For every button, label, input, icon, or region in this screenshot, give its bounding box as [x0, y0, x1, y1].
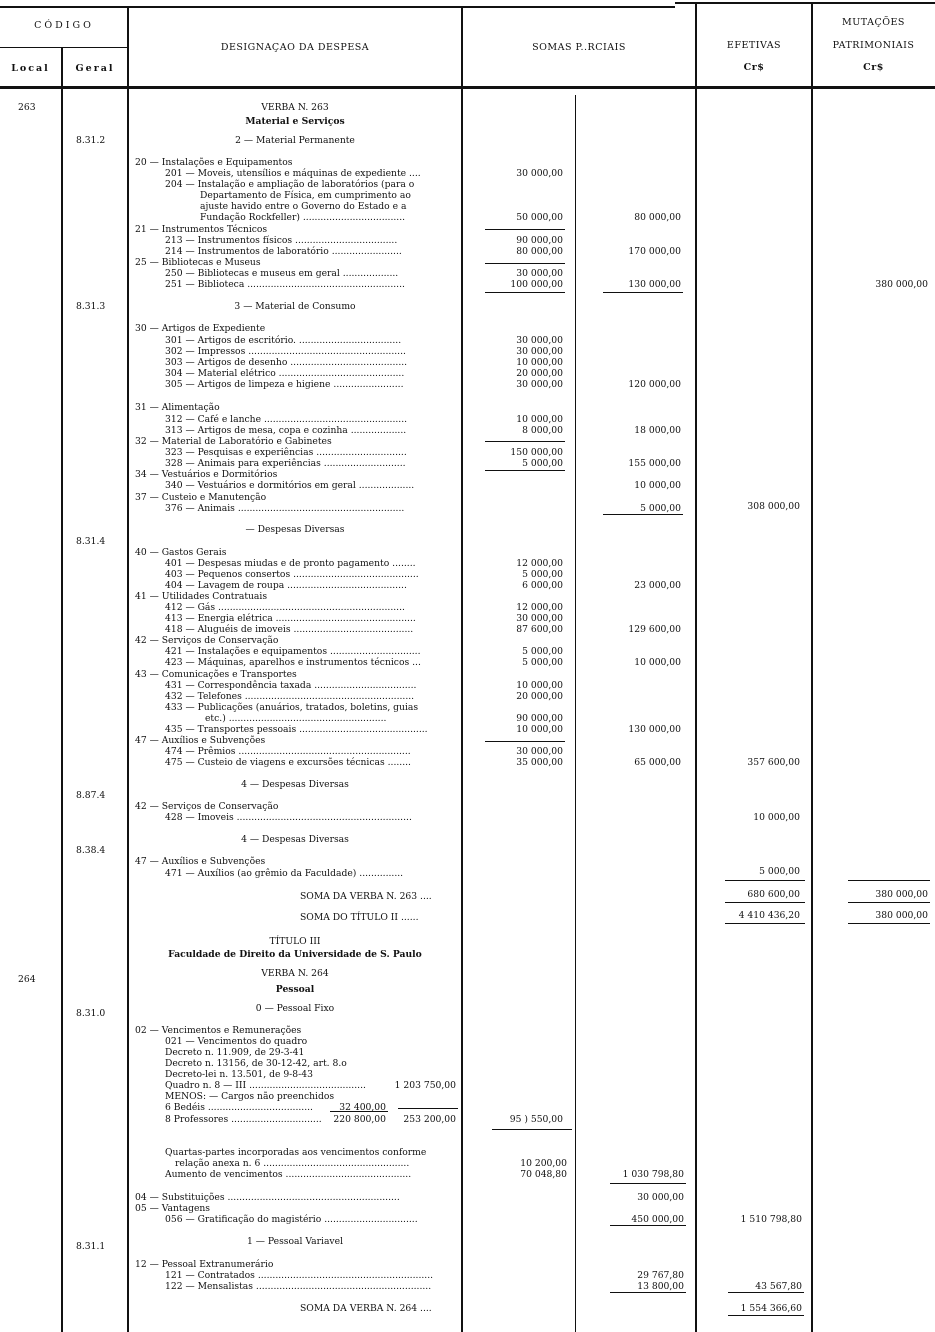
subtotal-rule [485, 470, 565, 471]
designation-line: 471 — Auxílios (ao grêmio da Faculdade) ............... [165, 868, 404, 879]
designation-line: Decreto n. 13156, de 30-12-42, art. 8.o [165, 1058, 347, 1069]
designation-line: 21 — Instrumentos Técnicos [135, 224, 268, 235]
amount-value: 80 000,00 [634, 212, 681, 223]
subtotal-rule [603, 514, 683, 515]
amount-value: 8 000,00 [522, 425, 563, 436]
amount-value: 30 000,00 [516, 335, 563, 346]
amount-value: 5 000,00 [522, 569, 563, 580]
subtotal-rule [492, 1129, 572, 1130]
designation-line: 04 — Substituições ........................................................... [135, 1192, 400, 1203]
amount-value: 30 000,00 [516, 746, 563, 757]
amount-value: 30 000,00 [637, 1192, 684, 1203]
designation-line: 303 — Artigos de desenho ........................................ [165, 357, 408, 368]
header-somas-parciais: SOMAS P..RCIAIS [532, 42, 626, 53]
amount-value: 43 567,80 [755, 1281, 802, 1292]
header-codigo: CÓDIGO [34, 20, 94, 31]
subtotal-rule [725, 902, 805, 903]
amount-value: 1 030 798,80 [622, 1169, 684, 1180]
designation-line: 214 — Instrumentos de laboratório ........................ [165, 246, 402, 257]
designation-line: 3 — Material de Consumo [234, 301, 356, 312]
amount-value: 10 000,00 [516, 724, 563, 735]
designation-line: — Despesas Diversas [245, 524, 345, 535]
header-designacao: DESIGNAÇAO DA DESPESA [220, 42, 370, 53]
designation-line: 0 — Pessoal Fixo [255, 1003, 335, 1014]
amount-value: 32 400,00 [339, 1102, 386, 1113]
amount-value: 30 000,00 [516, 268, 563, 279]
designation-line: 432 — Telefones .......................................................... [165, 691, 415, 702]
designation-line: 204 — Instalação e ampliação de laboratórios (para o [165, 179, 415, 190]
amount-value: 1 203 750,00 [394, 1080, 456, 1091]
designation-line: 4 — Despesas Diversas [241, 779, 349, 790]
designation-line: 423 — Máquinas, aparelhos e instrumentos técnicos ... [165, 657, 421, 668]
amount-value: 12 000,00 [516, 602, 563, 613]
designation-line: Departamento de Física, em cumprimento ao [200, 190, 411, 201]
amount-value: 450 000,00 [631, 1214, 684, 1225]
subtotal-rule [485, 741, 565, 742]
subtotal-rule [610, 1292, 686, 1293]
subtotal-rule [610, 1183, 686, 1184]
designation-line: 8 Professores ............................... [165, 1114, 322, 1125]
header-local: Local [11, 63, 50, 74]
amount-value: 380 000,00 [875, 889, 928, 900]
amount-value: 308 000,00 [747, 501, 800, 512]
designation-line: 6 Bedéis .................................... [165, 1102, 313, 1113]
designation-line: Decreto n. 11.909, de 29-3-41 [165, 1047, 305, 1058]
amount-value: 18 000,00 [634, 425, 681, 436]
designation-line: 1 — Pessoal Variavel [246, 1236, 344, 1247]
col-line-geral [127, 6, 129, 1332]
designation-line: 251 — Biblioteca ...................................................... [165, 279, 405, 290]
designation-line: 43 — Comunicações e Transportes [135, 669, 297, 680]
designation-line: etc.) ...................................................... [205, 713, 387, 724]
amount-value: 70 048,80 [520, 1169, 567, 1180]
designation-line: 404 — Lavagem de roupa ......................................... [165, 580, 407, 591]
amount-value: 100 000,00 [510, 279, 563, 290]
designation-line: 42 — Serviços de Conservação [135, 801, 279, 812]
designation-line: VERBA N. 264 [261, 968, 329, 979]
designation-line: 418 — Aluguéis de imoveis ......................................... [165, 624, 414, 635]
amount-value: 5 000,00 [522, 646, 563, 657]
designation-line: 40 — Gastos Gerais [135, 547, 227, 558]
subtotal-rule [848, 880, 930, 881]
designation-line: 122 — Mensalistas ............................................................ [165, 1281, 432, 1292]
amount-value: 5 000,00 [759, 866, 800, 877]
geral-code-8311: 8.31.1 [76, 1241, 106, 1252]
header-mutacoes-2: PATRIMONIAIS [832, 40, 915, 51]
amount-value: 130 000,00 [628, 279, 681, 290]
amount-value: 170 000,00 [628, 246, 681, 257]
designation-line: 433 — Publicações (anuários, tratados, boletins, guias [165, 702, 419, 713]
designation-line: Aumento de vencimentos ........................................... [165, 1169, 412, 1180]
col-line-designacao [461, 6, 463, 1332]
amount-value: 87 600,00 [516, 624, 563, 635]
geral-code-8312: 8.31.2 [76, 135, 106, 146]
amount-value: 23 000,00 [634, 580, 681, 591]
header-mutacoes-unit: Cr$ [863, 62, 884, 73]
header-efetivas-unit: Cr$ [743, 62, 765, 73]
designation-line: 475 — Custeio de viagens e excursões técnicas ........ [165, 757, 411, 768]
designation-line: 2 — Material Permanente [235, 135, 355, 146]
designation-line: 328 — Animais para experiências ............................ [165, 458, 406, 469]
designation-line: Material e Serviços [245, 116, 345, 127]
amount-value: 35 000,00 [516, 757, 563, 768]
col-line-somas [695, 2, 697, 1332]
designation-line: 412 — Gás ................................................................ [165, 602, 405, 613]
designation-line: 305 — Artigos de limpeza e higiene ........................ [165, 379, 404, 390]
amount-value: 120 000,00 [628, 379, 681, 390]
designation-line: TÍTULO III [269, 936, 321, 947]
amount-value: 20 000,00 [516, 691, 563, 702]
designation-line: 20 — Instalações e Equipamentos [135, 157, 293, 168]
amount-value: 380 000,00 [875, 279, 928, 290]
amount-value: 29 767,80 [637, 1270, 684, 1281]
header-bottom-rule [0, 86, 935, 89]
amount-value: 253 200,00 [403, 1114, 456, 1125]
designation-line: 41 — Utilidades Contratuais [135, 591, 268, 602]
geral-code-8313: 8.31.3 [76, 301, 106, 312]
header-mutacoes-1: MUTAÇÕES [842, 17, 905, 28]
designation-line: relação anexa n. 6 .................................................. [175, 1158, 410, 1169]
designation-line: 413 — Energia elétrica ................................................ [165, 613, 416, 624]
col-line-efetivas [811, 2, 813, 1332]
geral-code-8310: 8.31.0 [76, 1008, 106, 1019]
amount-value: 90 000,00 [516, 713, 563, 724]
amount-value: 1 554 366,60 [740, 1303, 802, 1314]
amount-value: 5 000,00 [522, 458, 563, 469]
designation-line: 31 — Alimentação [135, 402, 220, 413]
amount-value: 380 000,00 [875, 910, 928, 921]
amount-value: 10 000,00 [516, 414, 563, 425]
amount-value: 50 000,00 [516, 212, 563, 223]
designation-line: MENOS: — Cargos não preenchidos [165, 1091, 335, 1102]
amount-value: 10 200,00 [520, 1158, 567, 1169]
designation-line: VERBA N. 263 [261, 102, 329, 113]
designation-line: 312 — Café e lanche ................................................. [165, 414, 408, 425]
geral-code-8384: 8.38.4 [76, 845, 106, 856]
amount-value: 30 000,00 [516, 168, 563, 179]
amount-value: 155 000,00 [628, 458, 681, 469]
amount-value: 220 800,00 [333, 1114, 386, 1125]
designation-line: 34 — Vestuários e Dormitórios [135, 469, 278, 480]
amount-value: 95 ) 550,00 [509, 1114, 563, 1125]
subtotal-rule [848, 923, 930, 924]
amount-value: 10 000,00 [516, 357, 563, 368]
geral-code-8314: 8.31.4 [76, 536, 106, 547]
amount-value: 10 000,00 [634, 480, 681, 491]
subtotal-rule [728, 1292, 804, 1293]
subtotal-rule [485, 263, 565, 264]
designation-line: Faculdade de Direito da Universidade de S. Paulo [168, 949, 422, 960]
amount-value: 80 000,00 [516, 246, 563, 257]
amount-value: 30 000,00 [516, 379, 563, 390]
amount-value: 10 000,00 [516, 680, 563, 691]
designation-line: Pessoal [275, 984, 315, 995]
subtotal-rule [728, 1315, 804, 1316]
designation-line: 25 — Bibliotecas e Museus [135, 257, 261, 268]
designation-line: SOMA DO TÍTULO II ...... [300, 912, 419, 923]
designation-line: 250 — Bibliotecas e museus em geral ................... [165, 268, 399, 279]
amount-value: 150 000,00 [510, 447, 563, 458]
designation-line: SOMA DA VERBA N. 264 .... [300, 1303, 432, 1314]
designation-line: Quadro n. 8 — III ........................................ [165, 1080, 366, 1091]
local-code-264: 264 [18, 974, 36, 985]
amount-value: 12 000,00 [516, 558, 563, 569]
designation-line: 213 — Instrumentos físicos ................................... [165, 235, 398, 246]
amount-value: 680 600,00 [747, 889, 800, 900]
designation-line: 340 — Vestuários e dormitórios em geral ................... [165, 480, 415, 491]
subtotal-rule [725, 923, 805, 924]
amount-value: 357 600,00 [747, 757, 800, 768]
designation-line: Decreto-lei n. 13.501, de 9-8-43 [165, 1069, 313, 1080]
amount-value: 10 000,00 [634, 657, 681, 668]
designation-line: 302 — Impressos ...................................................... [165, 346, 406, 357]
subtotal-rule [725, 880, 805, 881]
designation-line: SOMA DA VERBA N. 263 .... [300, 891, 432, 902]
designation-line: 428 — Imoveis ............................................................ [165, 812, 412, 823]
geral-code-8874: 8.87.4 [76, 790, 106, 801]
designation-line: 02 — Vencimentos e Remunerações [135, 1025, 302, 1036]
designation-line: 021 — Vencimentos do quadro [165, 1036, 308, 1047]
amount-value: 20 000,00 [516, 368, 563, 379]
amount-value: 13 800,00 [637, 1281, 684, 1292]
designation-line: 32 — Material de Laboratório e Gabinetes [135, 436, 332, 447]
designation-line: 056 — Gratificação do magistério ................................ [165, 1214, 418, 1225]
designation-line: 301 — Artigos de escritório. ................................... [165, 335, 402, 346]
header-efetivas: EFETIVAS [726, 40, 782, 51]
subtotal-rule [610, 1225, 686, 1226]
header-top-rule-right [675, 2, 935, 4]
subtotal-rule [603, 292, 683, 293]
designation-line: 12 — Pessoal Extranumerário [135, 1259, 274, 1270]
amount-value: 30 000,00 [516, 613, 563, 624]
designation-line: 47 — Auxílios e Subvenções [135, 735, 266, 746]
designation-line: 05 — Vantagens [135, 1203, 211, 1214]
designation-line: 431 — Correspondência taxada ................................... [165, 680, 417, 691]
amount-value: 10 000,00 [753, 812, 800, 823]
designation-line: Fundação Rockfeller) ................................... [200, 212, 406, 223]
designation-line: 474 — Prêmios ........................................................... [165, 746, 411, 757]
designation-line: 323 — Pesquisas e experiências ............................... [165, 447, 407, 458]
designation-line: 37 — Custeio e Manutenção [135, 492, 267, 503]
designation-line: 121 — Contratados ............................................................ [165, 1270, 434, 1281]
col-line-somas-mid [575, 95, 576, 1332]
designation-line: 421 — Instalações e equipamentos ............................... [165, 646, 421, 657]
designation-line: ajuste havido entre o Governo do Estado e a [200, 201, 407, 212]
designation-line: 401 — Despesas miudas e de pronto pagamento ........ [165, 558, 416, 569]
designation-line: 435 — Transportes pessoais ............................................ [165, 724, 428, 735]
designation-line: 47 — Auxílios e Subvenções [135, 856, 266, 867]
header-geral: Geral [75, 63, 115, 74]
designation-line: 313 — Artigos de mesa, copa e cozinha ................... [165, 425, 407, 436]
amount-value: 30 000,00 [516, 346, 563, 357]
designation-line: 42 — Serviços de Conservação [135, 635, 279, 646]
codigo-divider [0, 47, 128, 48]
designation-line: 304 — Material elétrico ........................................... [165, 368, 405, 379]
subtotal-rule [848, 902, 930, 903]
designation-line: Quartas-partes incorporadas aos vencimentos conforme [165, 1147, 427, 1158]
amount-value: 65 000,00 [634, 757, 681, 768]
amount-value: 5 000,00 [522, 657, 563, 668]
local-code-263: 263 [18, 102, 36, 113]
designation-line: 30 — Artigos de Expediente [135, 323, 266, 334]
amount-value: 130 000,00 [628, 724, 681, 735]
subtotal-rule [485, 441, 565, 442]
subtotal-rule [485, 292, 565, 293]
subtotal-rule [398, 1108, 458, 1109]
amount-value: 6 000,00 [522, 580, 563, 591]
designation-line: 201 — Moveis, utensílios e máquinas de expediente .... [165, 168, 421, 179]
amount-value: 129 600,00 [628, 624, 681, 635]
amount-value: 4 410 436,20 [738, 910, 800, 921]
amount-value: 90 000,00 [516, 235, 563, 246]
header-top-rule [0, 6, 675, 8]
amount-value: 5 000,00 [640, 503, 681, 514]
designation-line: 4 — Despesas Diversas [241, 834, 349, 845]
designation-line: 403 — Pequenos consertos ........................................... [165, 569, 419, 580]
designation-line: 376 — Animais ......................................................... [165, 503, 405, 514]
col-line-local [61, 48, 63, 1332]
subtotal-rule [485, 229, 565, 230]
amount-value: 1 510 798,80 [740, 1214, 802, 1225]
